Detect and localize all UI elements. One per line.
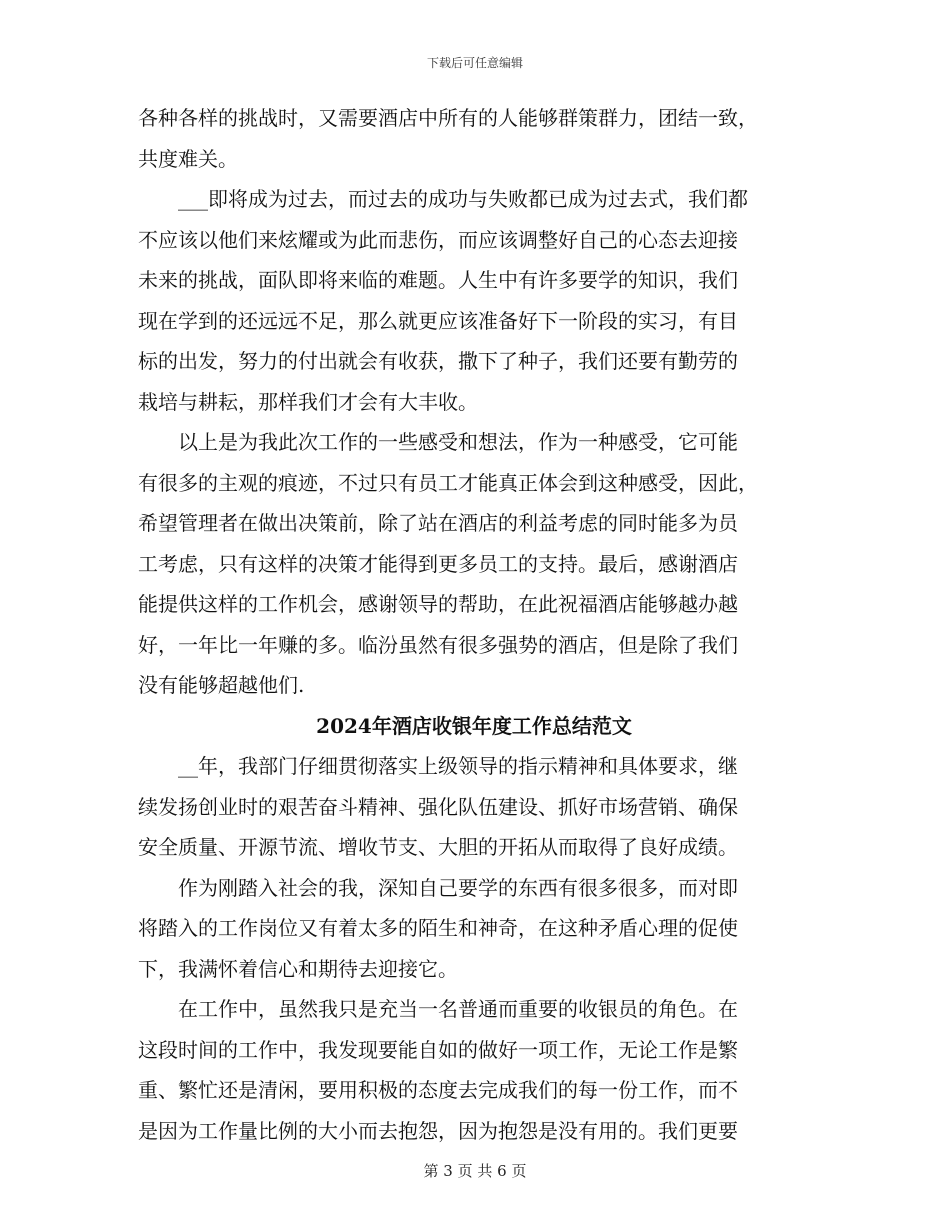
text-line: 下，我满怀着信心和期待去迎接它。	[138, 956, 458, 981]
text-line: 在工作中，虽然我只是充当一名普通而重要的收银员的角色。在	[178, 997, 738, 1021]
text-line: 是因为工作量比例的大小而去抱怨，因为抱怨是没有用的。我们更要	[138, 1118, 738, 1143]
text-line: 以上是为我此次工作的一些感受和想法，作为一种感受，它可能	[178, 430, 738, 454]
text-line: 作为刚踏入社会的我，深知自己要学的东西有很多很多，而对即	[178, 875, 738, 900]
text-line: 安全质量、开源节流、增收节支、大胆的开拓从而取得了良好成绩。	[138, 835, 738, 859]
text-line: __年，我部门仔细贯彻落实上级领导的指示精神和具体要求，继	[178, 754, 738, 778]
text-line: 将踏入的工作岗位又有着太多的陌生和神奇，在这种矛盾心理的促使	[138, 916, 738, 940]
document-body	[138, 98, 810, 1151]
text-line: 标的出发，努力的付出就会有收获，撒下了种子，我们还要有勤劳的	[138, 349, 738, 373]
section-title: 2024年酒店收银年度工作总结范文	[316, 713, 632, 738]
text-line: 不应该以他们来炫耀或为此而悲伤，而应该调整好自己的心态去迎接	[138, 227, 738, 252]
text-line: 栽培与耕耘，那样我们才会有大丰收。	[138, 389, 478, 414]
text-line: 现在学到的还远远不足，那么就更应该准备好下一阶段的实习，有目	[138, 308, 738, 333]
text-line: 有很多的主观的痕迹，不过只有员工才能真正体会到这种感受，因此，	[138, 470, 758, 495]
text-line: 各种各样的挑战时，又需要酒店中所有的人能够群策群力，团结一致，	[138, 106, 758, 130]
page-footer: 第 3 页 共 6 页	[423, 1162, 527, 1180]
text-line: 续发扬创业时的艰苦奋斗精神、强化队伍建设、抓好市场营销、确保	[138, 794, 738, 819]
page-header: 下载后可任意编辑	[426, 56, 523, 70]
text-line: ___即将成为过去，而过去的成功与失败都已成为过去式，我们都	[178, 187, 748, 211]
text-line: 希望管理者在做出决策前，除了站在酒店的利益考虑的同时能多为员	[138, 511, 738, 535]
text-line: 好，一年比一年赚的多。临汾虽然有很多强势的酒店，但是除了我们	[138, 632, 738, 657]
text-line: 工考虑，只有这样的决策才能得到更多员工的支持。最后，感谢酒店	[138, 551, 738, 576]
text-line: 这段时间的工作中，我发现要能自如的做好一项工作，无论工作是繁	[138, 1037, 738, 1062]
text-line: 没有能够超越他们.	[138, 673, 305, 697]
text-line: 重、繁忙还是清闲，要用积极的态度去完成我们的每一份工作，而不	[138, 1078, 738, 1102]
text-line: 共度难关。	[138, 146, 238, 171]
text-line: 未来的挑战，面队即将来临的难题。人生中有许多要学的知识，我们	[138, 268, 738, 292]
text-line: 能提供这样的工作机会，感谢领导的帮助，在此祝福酒店能够越办越	[138, 592, 738, 616]
